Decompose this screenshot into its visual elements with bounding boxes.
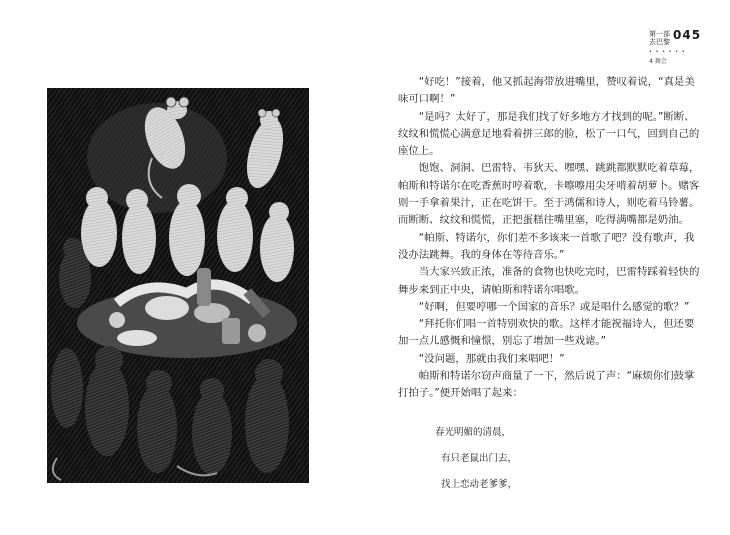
lyric-line: 春光明媚的清晨， (435, 427, 512, 438)
paragraph: 帕斯和特诺尔窃声商量了一下，然后说了声：“麻烦你们鼓掌打拍子。”便开始唱了起来： (398, 370, 695, 400)
mice-party-illustration (47, 88, 309, 483)
paragraph: “是吗？太好了，那是我们找了好多地方才找到的呢。”断断、纹纹和慌慌心满意足地看着拼三郎的脸，松了一口气，回到自己的座位上。 (398, 110, 700, 158)
part-title: 去巴黎 (649, 38, 670, 46)
page-number: 045 (673, 28, 702, 42)
lyric-line: 找上恋动老爹爹， (441, 479, 518, 490)
chapter-title: 4 舞会 (649, 58, 667, 65)
song-lyrics (435, 420, 517, 498)
right-page (365, 0, 730, 535)
paragraph: 当大家兴致正浓，准备的食物也快吃完时，巴雷特踩着轻快的舞步来到正中央，请帕斯和特诺尔唱歌。 (398, 266, 700, 296)
running-header (649, 26, 727, 65)
paragraph: “好吃！”接着，他又抓起海带放进嘴里，赞叹着说，“真是美味可口啊！” (398, 76, 695, 106)
paragraph: 饱饱、洞洞、巴雷特、韦狄天、嘿嘿、跳跳都默默吃着草莓，帕斯和特诺尔在吃香蕉时哼着歌，卡嚓嚓用尖牙啃着胡萝卜。赌客则一手拿着果汁，正在吃饼干。至于鸿儒和诗人，则吃着马铃薯。而断断、纹纹和慌慌，正把蛋糕往嘴里塞，吃得满嘴都是奶油。 (398, 162, 700, 227)
lyric-line: 有只老鼠出门去， (441, 453, 518, 464)
body-text (398, 74, 700, 403)
paragraph: “拜托你们唱一首特别欢快的歌。这样才能祝福诗人，但还要加一点儿感慨和憧憬，别忘了增加一些戏谑。” (398, 318, 695, 348)
paragraph: “没问题，那就由我们来唱吧！” (418, 352, 565, 365)
paragraph: “好啊，但要哼哪一个国家的音乐？或是唱什么感觉的歌？” (418, 300, 690, 313)
part-label: 第一部 (649, 30, 670, 38)
illustration-drawing (47, 88, 309, 483)
header-divider: • • • • • • (649, 49, 686, 55)
paragraph: “帕斯、特诺尔，你们差不多该来一首歌了吧？没有歌声，我没办法跳舞。我的身体在等待音乐。” (398, 231, 695, 261)
